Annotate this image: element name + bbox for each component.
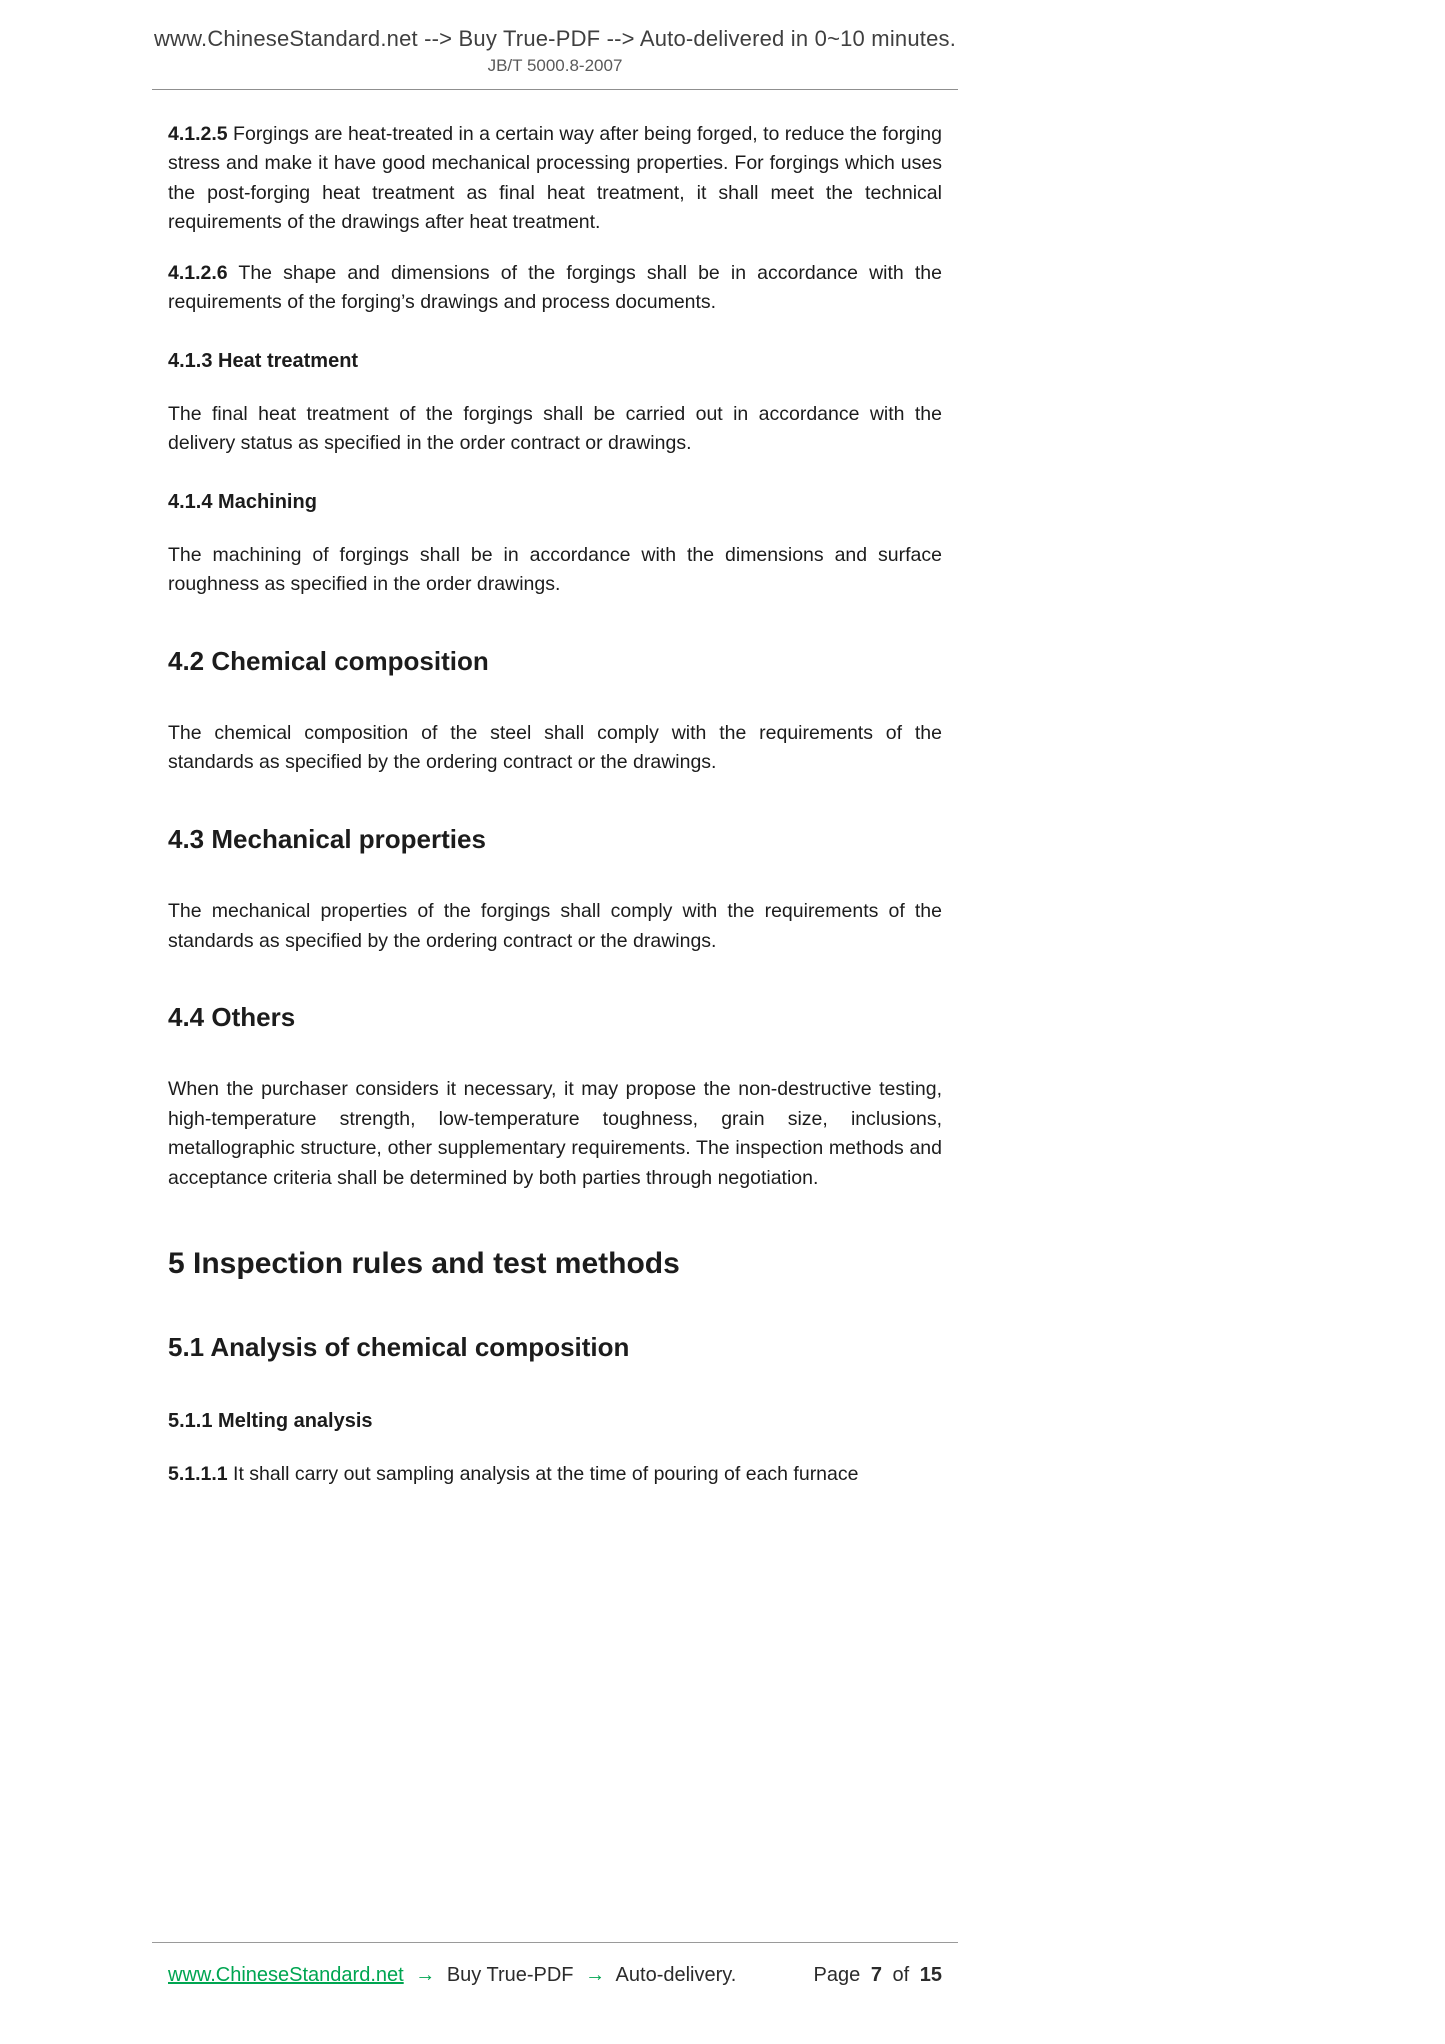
section-heading: 5.1 Analysis of chemical composition [168,1332,630,1363]
standard-code: JB/T 5000.8-2007 [487,56,623,75]
paragraph: 4.1.2.6 The shape and dimensions of the forgings shall be in accordance with the requirements of the forging’s drawings and process documents. [168,261,942,314]
clause-number: 4.1.2.6 [168,261,228,284]
page-current: 7 [870,1964,882,1986]
page-indicator [809,1964,942,1987]
clause-number: 5.1.1.1 [168,1462,228,1485]
footer-site-link[interactable]: www.ChineseStandard.net [168,1964,404,1986]
paragraph: The machining of forgings shall be in accordance with the dimensions and surface roughness as specified in the order drawings. [168,543,942,596]
footer-arrow-icon-2: → [585,1964,606,1986]
header-tagline: www.ChineseStandard.net --> Buy True-PDF --> Auto-delivered in 0~10 minutes. [153,26,957,51]
clause-number: 4.1.2.5 [168,123,228,145]
subsection-heading: 4.1.4 Machining [168,490,317,513]
subsection-heading: 4.1.3 Heat treatment [168,349,359,372]
page-total: 15 [919,1964,942,1986]
paragraph: The mechanical properties of the forgings shall comply with the requirements of the standards as specified by the ordering contract or the drawings. [168,900,942,952]
section-heading: 4.3 Mechanical properties [168,823,486,854]
section-heading: 4.4 Others [168,1002,296,1032]
paragraph: 5.1.1.1 It shall carry out sampling analysis at the time of pouring of each furnace [168,1462,859,1485]
footer-action-label: Buy True-PDF [446,1964,574,1986]
of-word: of [892,1964,910,1986]
paragraph: The chemical composition of the steel shall comply with the requirements of the standards as specified by the ordering contract or the drawings. [168,722,942,774]
paragraph: When the purchaser considers it necessary, it may propose the non-destructive testing, high-temperature strength, low-temperature toughness, grain size, inclusions, metallographic structure, other supplementary requirements. The inspection methods and acceptance criteria shall be determined by both parties through negotiation. [168,1078,942,1189]
page-footer [152,1942,958,1987]
page-word: Page [813,1964,861,1986]
document-container [152,0,958,1510]
paragraph: The final heat treatment of the forgings shall be carried out in accordance with the delivery status as specified in the order contract or drawings. [168,402,942,455]
document-body [152,90,958,1489]
footer-delivery-label: Auto-delivery. [615,1964,737,1986]
chapter-heading: 5 Inspection rules and test methods [168,1247,680,1280]
footer-arrow-icon-1: → [415,1964,436,1986]
footer-left [168,1964,742,1987]
page-header [152,0,958,90]
paragraph: 4.1.2.5 Forgings are heat-treated in a certain way after being forged, to reduce the forging stress and make it have good mechanical processing properties. For forgings which uses the post-forging heat treatment as final heat treatment, it shall meet the technical requirements of the drawings after heat treatment. [168,123,942,234]
subsection-heading: 5.1.1 Melting analysis [168,1409,373,1432]
section-heading: 4.2 Chemical composition [168,645,489,676]
